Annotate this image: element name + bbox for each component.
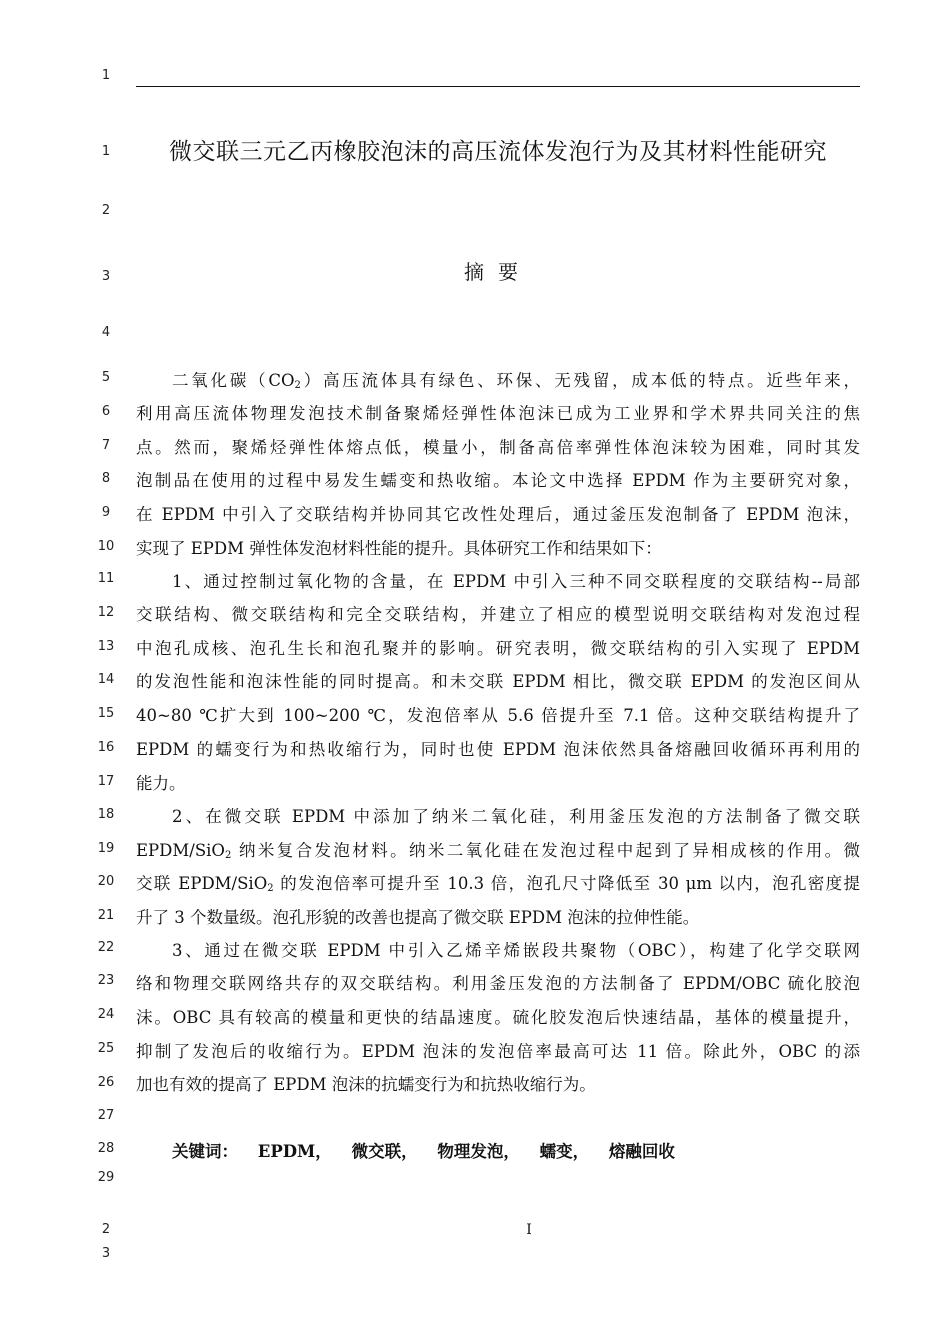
text-line: 泡制品在使用的过程中易发生蠕变和热收缩。本论文中选择 EPDM 作为主要研究对象， [136, 471, 860, 490]
line-number: 28 [97, 1141, 115, 1156]
line-number: 4 [101, 325, 111, 340]
line-number: 14 [97, 672, 115, 687]
text-line: 40~80 ℃扩大到 100~200 ℃，发泡倍率从 5.6 倍提升至 7.1 倍。这种交联结构提升了 [136, 706, 860, 725]
line-number: 24 [97, 1007, 115, 1022]
line-number: 8 [101, 471, 111, 486]
line-number: 3 [101, 269, 111, 284]
line-number: 23 [97, 973, 115, 988]
text-line: 加也有效的提高了 EPDM 泡沫的抗蠕变行为和抗热收缩行为。 [136, 1075, 596, 1094]
keyword-item: EPDM， [257, 1142, 332, 1161]
keyword-item: 微交联， [351, 1142, 418, 1161]
line-number: 22 [97, 940, 115, 955]
line-number: 18 [97, 807, 115, 822]
line-number: 6 [101, 404, 111, 419]
line-number: 20 [97, 874, 115, 889]
page-number: I [526, 1222, 532, 1238]
line-number: 15 [97, 706, 115, 721]
text-line: 3、通过在微交联 EPDM 中引入乙烯辛烯嵌段共聚物（OBC），构建了化学交联网 [172, 941, 860, 960]
line-number: 2 [101, 1222, 111, 1237]
text-line: 利用高压流体物理发泡技术制备聚烯烃弹性体泡沫已成为工业界和学术界共同关注的焦 [136, 404, 860, 423]
text-line: 沫。OBC 具有较高的模量和更快的结晶速度。硫化胶发泡后快速结晶，基体的模量提升， [136, 1008, 860, 1027]
text-line: EPDM/SiO$_2$ 纳米复合发泡材料。纳米二氧化硅在发泡过程中起到了异相成核的作用。微 [136, 841, 860, 861]
line-number: 13 [97, 639, 115, 654]
keyword-item: 物理发泡， [437, 1142, 520, 1161]
line-number: 16 [97, 740, 115, 755]
text-line: 抑制了发泡后的收缩行为。EPDM 泡沫的发泡倍率最高可达 11 倍。除此外，OBC 的添 [136, 1042, 860, 1061]
text-line: 交联结构、微交联结构和完全交联结构，并建立了相应的模型说明交联结构对发泡过程 [136, 605, 860, 624]
line-number: 26 [97, 1075, 115, 1090]
line-number: 7 [101, 438, 111, 453]
header-rule [136, 86, 860, 87]
keyword-item: 熔融回收 [608, 1142, 675, 1161]
line-number: 27 [97, 1108, 115, 1123]
line-number: 29 [97, 1170, 115, 1185]
text-line: 中泡孔成核、泡孔生长和泡孔聚并的影响。研究表明，微交联结构的引入实现了 EPDM [136, 639, 860, 658]
line-number: 1 [101, 144, 111, 159]
abstract-heading: 摘要 [464, 260, 532, 284]
text-line: 点。然而，聚烯烃弹性体熔点低，模量小，制备高倍率弹性体泡沫较为困难，同时其发 [136, 438, 860, 457]
text-line: 的发泡性能和泡沫性能的同时提高。和未交联 EPDM 相比，微交联 EPDM 的发泡区间从 [136, 672, 860, 691]
line-number: 17 [97, 774, 115, 789]
line-number: 3 [101, 1246, 111, 1261]
text-line: 1、通过控制过氧化物的含量，在 EPDM 中引入三种不同交联程度的交联结构--局部 [172, 572, 860, 591]
line-number: 2 [101, 203, 111, 218]
text-line: 2、在微交联 EPDM 中添加了纳米二氧化硅，利用釜压发泡的方法制备了微交联 [172, 807, 860, 826]
keywords [172, 1138, 689, 1162]
line-number: 19 [97, 841, 115, 856]
line-number: 11 [97, 571, 115, 586]
line-number: 21 [97, 908, 115, 923]
line-number: 1 [101, 68, 111, 83]
line-number: 12 [97, 605, 115, 620]
keyword-item: 蠕变， [539, 1142, 590, 1161]
line-number: 5 [101, 370, 111, 385]
line-number: 25 [97, 1041, 115, 1056]
text-line: 二氧化碳$(CO_2)$高压流体具有绿色、环保、无残留，成本低的特点。近些年来， [172, 371, 860, 391]
text-line: EPDM 的蠕变行为和热收缩行为，同时也使 EPDM 泡沫依然具备熔融回收循环再利用的 [136, 740, 860, 759]
line-number: 10 [97, 539, 115, 554]
text-line: 升了 3 个数量级。泡孔形貌的改善也提高了微交联 EPDM 泡沫的拉伸性能。 [136, 908, 700, 927]
line-number: 9 [101, 505, 111, 520]
keywords-label: 关键词： [172, 1142, 238, 1161]
text-line: 络和物理交联网络共存的双交联结构。利用釜压发泡的方法制备了 EPDM/OBC 硫化胶泡 [136, 974, 860, 993]
text-line: 能力。 [136, 774, 186, 793]
paper-title: 微交联三元乙丙橡胶泡沫的高压流体发泡行为及其材料性能研究 [169, 139, 827, 165]
text-line: 实现了 EPDM 弹性体发泡材料性能的提升。具体研究工作和结果如下： [136, 539, 662, 558]
text-line: 交联 EPDM/SiO$_2$ 的发泡倍率可提升至 10.3 倍，泡孔尺寸降低至 30 μm 以内，泡孔密度提 [136, 874, 860, 894]
text-line: 在 EPDM 中引入了交联结构并协同其它改性处理后，通过釜压发泡制备了 EPDM 泡沫， [136, 505, 860, 524]
